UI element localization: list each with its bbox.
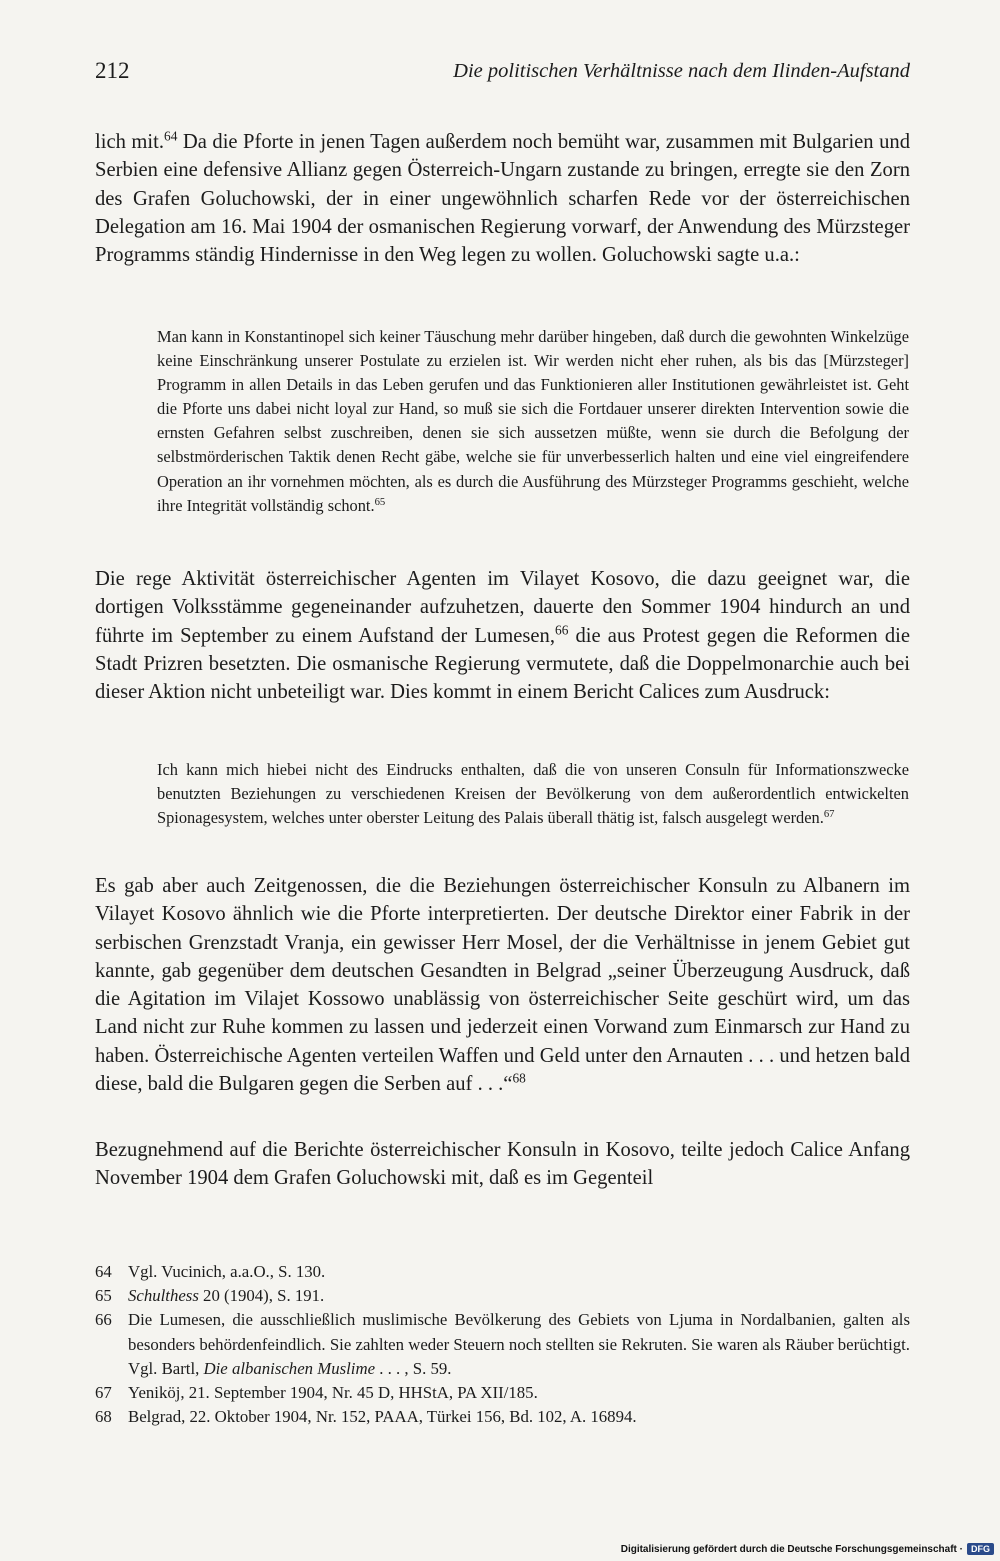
footnote-65 [95,1284,910,1308]
paragraph-2-text: die aus Protest gegen die Reformen die Stadt Prizren besetzten. Die osmanische Regierung vermutete, daß die Doppelmonarchie auch bei dieser Aktion nicht unbeteiligt war. Dies kommt in einem Bericht Calices zum Ausdruck: [95,624,910,704]
footnote-ref-68: 68 [512,1070,526,1086]
footnote-title: Schulthess [128,1286,199,1306]
footnote-title: Die albanischen Muslime [203,1358,376,1378]
footnote-66 [95,1308,910,1381]
footnote-number: 68 [95,1407,112,1427]
footnote-number: 66 [95,1310,112,1330]
dfg-logo-icon: DFG [967,1543,994,1555]
block-quote-2 [157,758,909,830]
footnote-text [128,1284,910,1308]
footnote-rest: 20 (1904), S. 191. [198,1286,325,1306]
block-quote-1-text: Man kann in Konstantinopel sich keiner Täuschung mehr darüber hingeben, daß durch die gewohnten Winkelzüge keine Einschränkung unserer Postulate zu erzielen ist. Wir werden nicht eher ruhen, als bis das [Mürzsteger] Programm in allen Details in das Leben gerufen und das Funktionieren aller Institutionen gewährleistet ist. Geht die Pforte uns dabei nicht loyal zur Hand, so muß sie sich die Fortdauer unserer direkten Intervention sowie die ernsten Gefahren selbst zuschreiben, denen sie sich aussetzen müßte, wenn sie durch die Befolgung der selbstmörderischen Taktik denen Recht gäbe, welche sie für unverbesserlich halten und eine viel eingreifendere Operation an ihr vornehmen möchten, als es durch die Ausführung des Mürzsteger Programms geschieht, welche ihre Integrität vollständig schont. [157,327,909,515]
footnote-text: Yeniköj, 21. September 1904, Nr. 45 D, HHStA, PA XII/185. [128,1383,538,1403]
footnote-number: 65 [95,1286,112,1306]
paragraph-1 [95,128,910,269]
digitization-credit [621,1543,994,1555]
block-quote-2-text: Ich kann mich hiebei nicht des Eindrucks enthalten, daß die von unseren Consuln für Informationszwecke benutzten Beziehungen zu verschiedenen Kreisen der Bevölkerung von dem außerordentlich entwickelten Spionagesystem, welches unter oberster Leitung des Palais überall thätig ist, falsch ausgelegt werden. [157,760,909,828]
footnote-ref-65: 65 [374,496,386,508]
footnote-64 [95,1260,910,1284]
footnote-ref-67: 67 [823,809,835,821]
footnote-lead: Die Lumesen, die ausschließlich muslimische Bevölkerung des Gebiets von Ljuma in Nordalbanien, galten als besonders behördenfeindlich. Sie zahlten weder Steuern noch stellten sie Rekruten. Sie waren als Räuber berüchtigt. Vgl. Bartl, [128,1310,910,1378]
paragraph-4-text: Bezugnehmend auf die Berichte österreichischer Konsuln in Kosovo, teilte jedoch Calice Anfang November 1904 dem Grafen Goluchowski mit, daß es im Gegenteil [95,1139,910,1190]
page-header [95,58,910,92]
footnote-number: 64 [95,1262,112,1281]
footnote-68 [95,1405,910,1429]
footnote-ref-64: 64 [164,128,178,144]
footnote-rest: . . . , S. 59. [375,1358,452,1378]
paragraph-3 [95,872,910,1098]
running-title: Die politischen Verhältnisse nach dem Ilinden-Aufstand [453,60,910,82]
footnote-number: 67 [95,1383,112,1403]
page-number: 212 [95,58,130,83]
footnote-67 [95,1381,910,1405]
block-quote-1 [157,325,909,518]
footnote-ref-66: 66 [555,622,569,638]
paragraph-1-text: Da die Pforte in jenen Tagen außerdem noch bemüht war, zusammen mit Bulgarien und Serbien eine defensive Allianz gegen Österreich-Ungarn zustande zu bringen, erregte sie den Zorn des Grafen Goluchowski, der in einer ungewöhnlich scharfen Rede vor der österreichischen Delegation am 16. Mai 1904 der osmanischen Regierung vorwarf, der Anwendung des Mürzsteger Programms ständig Hindernisse in den Weg legen zu wollen. Goluchowski sagte u.a.: [95,131,910,267]
footnote-text: Vgl. Vucinich, a.a.O., S. 130. [128,1262,326,1281]
footnote-text [128,1308,910,1381]
paragraph-3-text: Es gab aber auch Zeitgenossen, die die Beziehungen österreichischer Konsuln zu Albanern im Vilayet Kosovo ähnlich wie die Pforte interpretierten. Der deutsche Direktor einer Fabrik in der serbischen Grenzstadt Vranja, ein gewisser Herr Mosel, der die Verhältnisse in jenem Gebiet gut kannte, gab gegenüber dem deutschen Gesandten in Belgrad „seiner Überzeugung Ausdruck, daß die Agitation im Vilajet Kossowo unablässig von österreichischer Seite geschürt wird, um das Land nicht zur Ruhe kommen zu lassen und jederzeit einen Vorwand zum Einmarsch zur Hand zu haben. Österreichische Agenten verteilen Waffen und Geld unter den Arnauten . . . und hetzen bald diese, bald die Bulgaren gegen die Serben auf . . .“ [95,875,910,1096]
paragraph-2-lead: Die rege Aktivität österreichischer Agenten im Vilayet Kosovo, die dazu geeignet war, die dortigen Volksstämme gegeneinander aufzuhetzen, dauerte den Sommer 1904 hindurch an und führte im September zu einem Aufstand der Lumesen, [95,568,910,647]
footnotes [95,1260,910,1429]
paragraph-1-lead: lich mit. [95,131,164,153]
paragraph-2 [95,565,910,706]
footnote-text: Belgrad, 22. Oktober 1904, Nr. 152, PAAA, Türkei 156, Bd. 102, A. 16894. [128,1407,637,1427]
credit-text: Digitalisierung gefördert durch die Deutsche Forschungsgemeinschaft · [620,1543,963,1555]
paragraph-4 [95,1136,910,1193]
